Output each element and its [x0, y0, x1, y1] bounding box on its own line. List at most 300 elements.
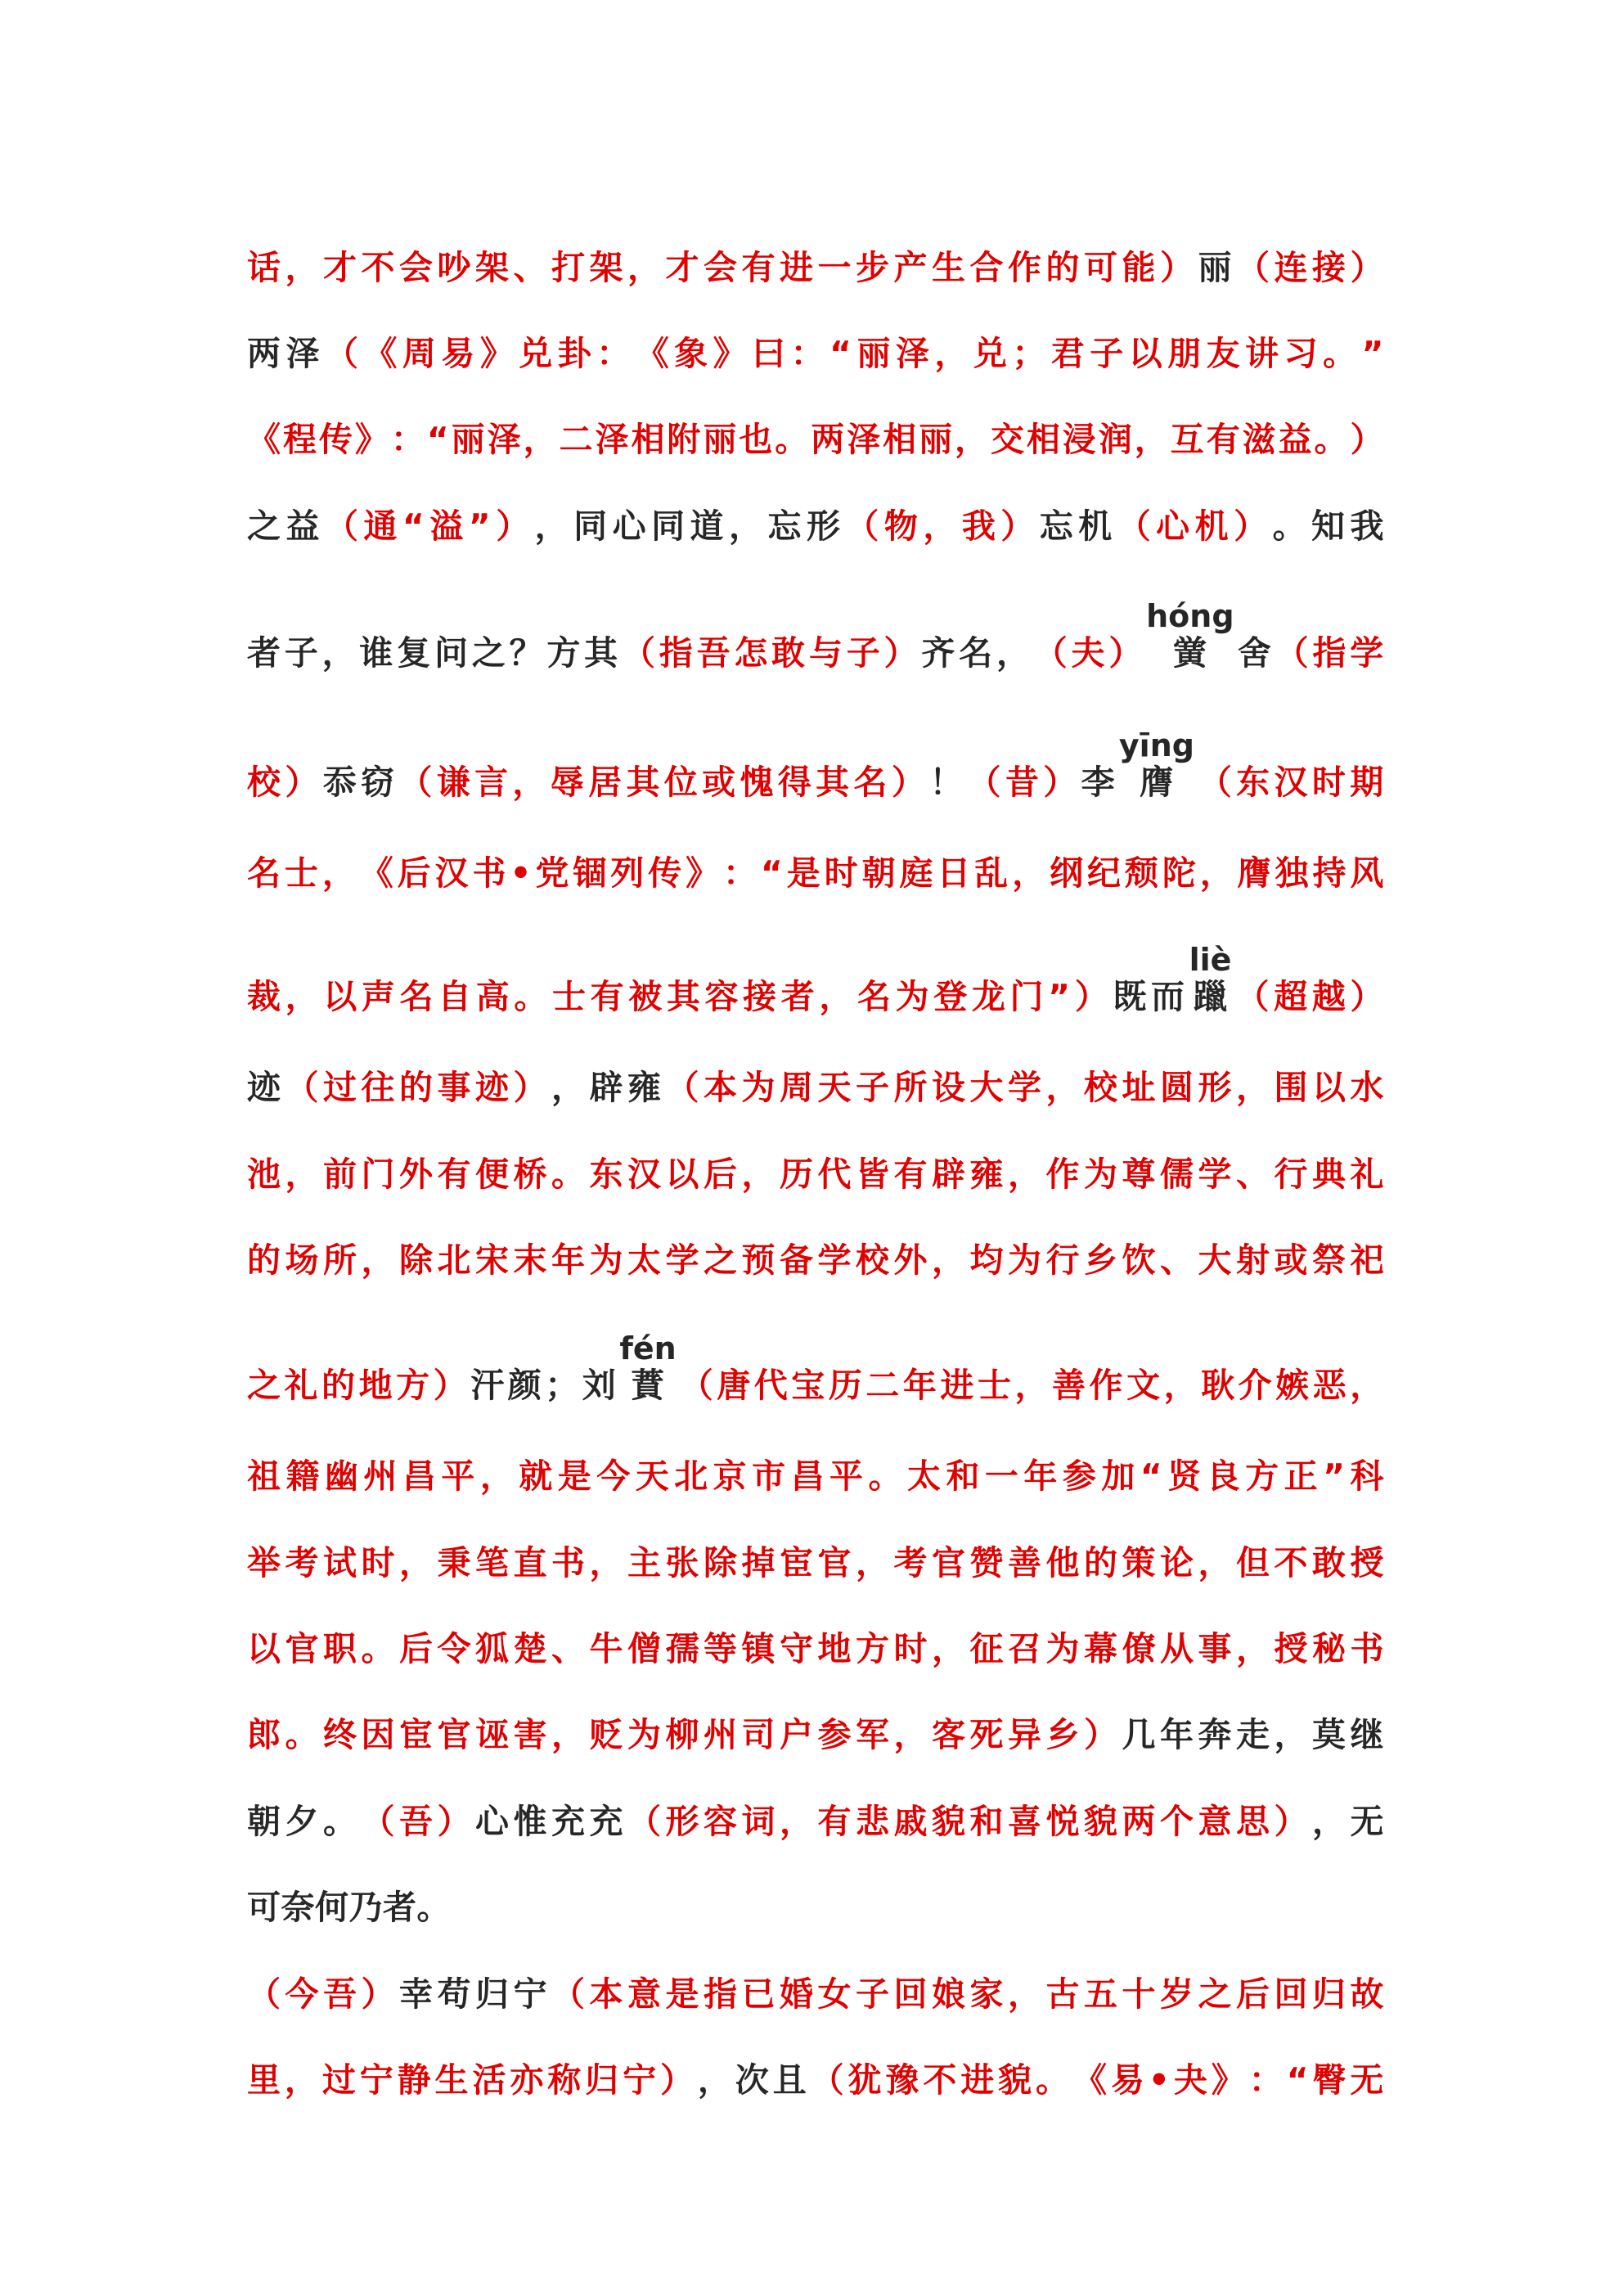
- annotation-char: 丽: [919, 420, 953, 459]
- annotation-char: 曰: [752, 334, 786, 373]
- annotation-char: 程: [282, 420, 317, 459]
- annotation-char: 东: [589, 1155, 623, 1194]
- annotation-char: 射: [1236, 1240, 1270, 1280]
- annotation-char: 。: [514, 977, 548, 1016]
- annotation-char: 州: [363, 1456, 398, 1496]
- annotation-char: 代: [817, 1155, 852, 1194]
- annotation-char: 敢: [771, 633, 806, 673]
- annotation-char: 党: [535, 853, 569, 893]
- annotation-char: 言: [474, 763, 509, 802]
- annotation-char: 产: [893, 248, 928, 287]
- annotation-char: 幽: [324, 1456, 359, 1496]
- annotation-char: 文: [1126, 1366, 1161, 1405]
- text-line: [247, 585, 1384, 675]
- annotation-char: ：: [1248, 2060, 1284, 2100]
- text-char: 谁: [359, 633, 393, 673]
- annotation-char: ”: [1323, 1456, 1346, 1496]
- text-line: [247, 286, 1384, 376]
- text-char: 心: [475, 1802, 510, 1841]
- annotation-char: ，: [1350, 1366, 1384, 1405]
- annotation-char: 貌: [1084, 1802, 1118, 1841]
- annotation-char: 宦: [780, 1543, 814, 1582]
- annotation-char: ，: [1199, 853, 1234, 893]
- annotation-char: 也: [739, 420, 773, 459]
- annotation-char: 除: [399, 1240, 434, 1280]
- text-line: [247, 1408, 1384, 1498]
- annotation-char: 地: [358, 1366, 393, 1405]
- annotation-char: 是: [786, 853, 821, 893]
- annotation-char: 。: [551, 1155, 586, 1194]
- annotation-char: 《: [359, 853, 394, 893]
- annotation-char: ）: [1350, 977, 1384, 1016]
- text-char: 机: [1078, 506, 1113, 546]
- annotation-char: 静: [397, 2060, 432, 2100]
- annotation-char: 学: [665, 1240, 699, 1280]
- annotation-char: 已: [741, 1974, 776, 2014]
- annotation-char: ，: [1008, 1155, 1042, 1194]
- annotation-char: ，: [1198, 1543, 1232, 1582]
- annotation-char: 名: [399, 977, 434, 1016]
- annotation-char: 柳: [665, 1715, 699, 1754]
- annotation-char: 意: [627, 1974, 662, 2014]
- text-char: ，: [1312, 1802, 1347, 1841]
- annotation-char: 其: [626, 763, 660, 802]
- annotation-char: 登: [933, 977, 968, 1016]
- annotation-char: 》: [479, 334, 515, 373]
- annotation-char: 讲: [1245, 334, 1279, 373]
- annotation-char: 的: [1045, 248, 1080, 287]
- text-char: 辟: [589, 1068, 623, 1107]
- annotation-char: 陀: [1162, 853, 1197, 893]
- text-char: 而: [1150, 977, 1185, 1016]
- annotation-char: （: [551, 1974, 586, 2014]
- annotation-char: •: [510, 853, 533, 893]
- text-char: 。: [323, 1802, 357, 1841]
- text-char: 奔: [1198, 1715, 1232, 1754]
- annotation-char: 场: [285, 1240, 319, 1280]
- annotation-char: 》: [686, 853, 720, 893]
- text-char: ？: [509, 633, 544, 673]
- text-char: 莫: [1312, 1715, 1347, 1754]
- annotation-char: ）: [437, 1802, 471, 1841]
- annotation-char: ，: [932, 1629, 966, 1668]
- annotation-char: ，: [479, 1456, 515, 1496]
- annotation-char: 作: [1089, 1366, 1124, 1405]
- annotation-char: 不: [361, 248, 395, 287]
- annotation-char: 者: [780, 977, 816, 1016]
- annotation-char: （: [1198, 763, 1233, 802]
- annotation-char: ，: [1008, 1974, 1042, 2014]
- annotation-char: ，: [1236, 1068, 1270, 1107]
- annotation-char: （: [679, 1366, 714, 1405]
- annotation-char: 接: [1312, 248, 1347, 287]
- text-char: 。: [1272, 506, 1307, 546]
- annotation-char: 架: [589, 248, 623, 287]
- annotation-char: 作: [1045, 1155, 1080, 1194]
- annotation-char: 汉: [434, 853, 470, 893]
- text-char: 宁: [513, 1974, 547, 2014]
- annotation-char: 名: [857, 977, 892, 1016]
- annotation-char: 僚: [1122, 1629, 1156, 1668]
- annotation-char: 戚: [893, 1802, 928, 1841]
- annotation-char: 天: [817, 1068, 852, 1107]
- annotation-char: ，: [741, 1155, 776, 1194]
- annotation-char: 周: [402, 334, 437, 373]
- annotation-char: ，: [285, 1155, 319, 1194]
- annotation-char: 、: [513, 248, 547, 287]
- annotation-char: 会: [399, 248, 434, 287]
- annotation-char: ）: [1084, 1715, 1118, 1754]
- text-char: 次: [735, 2060, 770, 2100]
- text-char: 舍: [1237, 633, 1272, 673]
- annotation-char: 方: [1245, 1456, 1279, 1496]
- annotation-char: 考: [893, 1543, 928, 1582]
- annotation-char: 东: [1236, 763, 1270, 802]
- annotation-char: 设: [932, 1068, 966, 1107]
- annotation-char: 个: [1160, 1802, 1194, 1841]
- annotation-char: 过: [323, 1068, 357, 1107]
- annotation-char: 回: [893, 1974, 928, 2014]
- annotation-char: （: [627, 1802, 662, 1841]
- annotation-char: 话: [247, 248, 281, 287]
- annotation-char: 水: [1350, 1068, 1384, 1107]
- annotation-char: 思: [1236, 1802, 1270, 1841]
- annotation-char: 雍: [969, 1155, 1004, 1194]
- annotation-char: 和: [969, 1802, 1004, 1841]
- annotation-char: 娘: [932, 1974, 966, 2014]
- annotation-char: 才: [323, 248, 357, 287]
- text-char: 无: [1350, 1802, 1384, 1841]
- annotation-char: 益: [1278, 420, 1313, 459]
- annotation-char: 架: [475, 248, 510, 287]
- annotation-char: 犹: [847, 2060, 882, 2100]
- annotation-char: ）: [659, 2060, 695, 2100]
- annotation-char: 传: [318, 420, 353, 459]
- annotated-character-text: 蕡: [619, 1366, 677, 1405]
- annotation-char: ：: [390, 420, 425, 459]
- annotation-char: 后: [399, 1629, 434, 1668]
- annotated-character: [1118, 727, 1194, 802]
- annotation-char: 居: [588, 763, 623, 802]
- annotation-char: 夫: [1071, 633, 1106, 673]
- annotation-char: ）: [513, 1068, 547, 1107]
- annotation-char: 为: [1008, 1240, 1042, 1280]
- annotation-char: 指: [704, 1974, 738, 2014]
- annotation-char: 楚: [513, 1629, 547, 1668]
- annotation-char: 礼: [1350, 1155, 1384, 1194]
- annotation-char: 举: [247, 1543, 281, 1582]
- annotation-char: 行: [1045, 1240, 1080, 1280]
- annotation-char: ；: [1012, 334, 1046, 373]
- annotation-char: 桥: [513, 1155, 547, 1194]
- annotation-char: ，: [321, 853, 357, 893]
- annotation-char: 乱: [974, 853, 1009, 893]
- annotation-char: 主: [627, 1543, 662, 1582]
- annotation-char: 唐: [717, 1366, 751, 1405]
- annotation-char: 令: [437, 1629, 471, 1668]
- annotation-char: 召: [1008, 1629, 1042, 1668]
- annotation-char: 迹: [475, 1068, 510, 1107]
- annotation-char: 一: [817, 248, 852, 287]
- text-char: 汗: [470, 1366, 505, 1405]
- annotation-char: 辱: [550, 763, 585, 802]
- annotation-char: 溢: [429, 506, 464, 546]
- annotation-char: 赞: [969, 1543, 1004, 1582]
- text-char: 走: [1236, 1715, 1270, 1754]
- annotation-char: ）: [361, 1974, 395, 2014]
- text-char: 刘: [582, 1366, 617, 1405]
- annotation-char: 士: [552, 977, 587, 1016]
- annotation-char: 终: [323, 1715, 357, 1754]
- annotation-char: 故: [1350, 1974, 1384, 2014]
- annotation-char: 官: [817, 1543, 852, 1582]
- annotation-char: 大: [1198, 1240, 1232, 1280]
- annotation-char: 独: [1275, 853, 1310, 893]
- annotation-char: 步: [856, 248, 890, 287]
- annotation-char: 声: [361, 977, 396, 1016]
- annotated-character-text: 膺: [1118, 763, 1194, 802]
- annotation-char: 夬: [1173, 2060, 1208, 2100]
- annotation-char: ，: [819, 977, 853, 1016]
- text-char: ，: [996, 633, 1031, 673]
- text-char: ，: [697, 2060, 732, 2100]
- annotation-char: 圆: [1160, 1068, 1194, 1107]
- annotation-char: 职: [323, 1629, 357, 1668]
- text-line: [247, 805, 1384, 895]
- annotation-char: 前: [323, 1155, 357, 1194]
- annotation-char: 校: [1084, 1068, 1118, 1107]
- text-char: 迹: [247, 1068, 281, 1107]
- annotation-char: 恶: [1312, 1366, 1347, 1405]
- annotation-char: 为: [589, 1240, 623, 1280]
- annotation-char: 儒: [1160, 1155, 1194, 1194]
- annotation-char: 两: [811, 420, 845, 459]
- ruby-segment: [619, 1330, 677, 1407]
- annotation-char: 意: [1198, 1802, 1232, 1841]
- annotation-char: “: [1286, 2060, 1310, 2100]
- annotation-char: 以: [323, 977, 357, 1016]
- annotation-char: ）: [1274, 1802, 1308, 1841]
- text-char: 之: [247, 506, 281, 546]
- annotation-char: （: [324, 334, 359, 373]
- text-char: 苟: [437, 1974, 471, 2014]
- annotation-char: 被: [628, 977, 663, 1016]
- annotation-char: 。: [285, 1715, 319, 1754]
- annotation-char: 宝: [791, 1366, 825, 1405]
- annotation-char: 便: [475, 1155, 510, 1194]
- annotation-char: 参: [1062, 1456, 1097, 1496]
- annotation-char: ）: [1234, 506, 1268, 546]
- annotation-char: 论: [1160, 1543, 1194, 1582]
- ruby-segment: [1118, 727, 1194, 804]
- annotation-char: 太: [906, 1456, 942, 1496]
- text-char: 继: [1350, 1715, 1384, 1754]
- annotation-char: 岁: [1160, 1974, 1194, 2014]
- annotation-char: 里: [247, 2060, 281, 2100]
- annotation-char: 周: [780, 1068, 814, 1107]
- annotation-char: 臀: [1312, 2060, 1347, 2100]
- annotation-char: 书: [472, 853, 506, 893]
- annotated-character-text: 黉: [1146, 633, 1234, 673]
- annotation-char: 持: [1312, 853, 1347, 893]
- annotation-char: 其: [666, 977, 701, 1016]
- annotation-char: 所: [323, 1240, 357, 1280]
- pinyin-annotation: fén: [619, 1330, 677, 1366]
- annotation-char: 朋: [1167, 334, 1202, 373]
- text-line: [247, 929, 1384, 1019]
- annotation-char: ，: [399, 1543, 434, 1582]
- annotation-char: 有: [590, 977, 625, 1016]
- annotation-char: 相: [631, 420, 665, 459]
- annotated-character-text: 躐: [1189, 977, 1232, 1016]
- annotation-char: 参: [817, 1715, 852, 1754]
- annotation-char: 时: [361, 1543, 395, 1582]
- annotation-char: 皆: [856, 1155, 890, 1194]
- text-char: 且: [772, 2060, 807, 2100]
- annotation-char: 校: [247, 763, 281, 802]
- text-char: 同: [573, 506, 608, 546]
- annotation-char: 》: [713, 334, 748, 373]
- annotation-char: 介: [1238, 1366, 1273, 1405]
- text-line: [247, 1192, 1384, 1282]
- annotation-char: 相: [1026, 420, 1061, 459]
- annotation-char: ）: [433, 1366, 468, 1405]
- text-char: 雍: [627, 1068, 662, 1107]
- annotation-char: 学: [1198, 1155, 1232, 1194]
- text-char: ；: [545, 1366, 579, 1405]
- annotation-char: 龙: [971, 977, 1006, 1016]
- annotation-char: 太: [627, 1240, 662, 1280]
- annotation-char: 进: [780, 248, 814, 287]
- annotation-char: ，: [932, 1240, 966, 1280]
- annotation-char: 的: [399, 1068, 434, 1107]
- annotation-char: 。: [1036, 2060, 1070, 2100]
- annotation-char: 其: [816, 763, 850, 802]
- annotation-char: 学: [1350, 633, 1384, 673]
- annotation-char: 官: [932, 1543, 966, 1582]
- annotation-char: 容: [704, 1802, 738, 1841]
- annotation-char: 子: [1090, 334, 1124, 373]
- annotation-char: 镇: [741, 1629, 776, 1668]
- annotation-char: 宁: [359, 2060, 394, 2100]
- annotation-char: 二: [559, 420, 594, 459]
- annotation-char: 直: [513, 1543, 547, 1582]
- annotation-char: 方: [856, 1629, 890, 1668]
- annotation-char: 往: [361, 1068, 395, 1107]
- annotation-char: 秉: [437, 1543, 471, 1582]
- annotation-char: 从: [1160, 1629, 1194, 1668]
- annotation-char: 贤: [1167, 1456, 1202, 1496]
- annotation-char: 是: [665, 1974, 699, 2014]
- annotation-char: 子: [846, 633, 881, 673]
- annotation-char: 或: [702, 763, 736, 802]
- annotation-char: 但: [1236, 1543, 1270, 1582]
- annotation-char: 以: [1128, 334, 1163, 373]
- annotation-char: 和: [946, 1456, 980, 1496]
- annotation-char: 本: [704, 1068, 738, 1107]
- annotation-char: 兑: [973, 334, 1008, 373]
- annotation-char: 征: [969, 1629, 1004, 1668]
- text-char: 益: [285, 506, 320, 546]
- annotation-char: 尊: [1122, 1155, 1156, 1194]
- annotation-char: 锢: [573, 853, 607, 893]
- annotation-char: 僧: [627, 1629, 662, 1668]
- annotation-char: 有: [893, 1155, 928, 1194]
- annotation-char: ）: [1074, 977, 1109, 1016]
- annotation-char: 不: [923, 2060, 957, 2100]
- annotation-char: 秘: [1312, 1629, 1347, 1668]
- pinyin-annotation: hóng: [1146, 598, 1234, 634]
- annotation-char: （: [361, 1802, 395, 1841]
- text-char: 复: [397, 633, 431, 673]
- text-char: 充: [551, 1802, 586, 1841]
- text-char: 充: [589, 1802, 623, 1841]
- annotation-char: 互: [1170, 420, 1205, 459]
- annotation-char: 丽: [451, 420, 486, 459]
- annotation-char: 貌: [932, 1802, 966, 1841]
- annotation-char: 子: [856, 1974, 890, 2014]
- annotation-char: 称: [547, 2060, 582, 2100]
- annotation-char: 地: [817, 1629, 852, 1668]
- annotation-char: 平: [441, 1456, 475, 1496]
- annotation-char: 心: [1156, 506, 1190, 546]
- annotation-char: 市: [752, 1456, 786, 1496]
- annotation-char: 异: [1008, 1715, 1042, 1754]
- annotation-char: 传: [648, 853, 682, 893]
- text-char: 形: [806, 506, 841, 546]
- annotation-char: ，: [551, 1715, 586, 1754]
- annotation-char: （: [665, 1068, 699, 1107]
- text-char: ，: [729, 506, 763, 546]
- annotation-char: 能: [1122, 248, 1156, 287]
- text-char: 我: [1350, 506, 1384, 546]
- annotation-char: 因: [361, 1715, 395, 1754]
- annotation-char: 越: [1311, 977, 1347, 1016]
- annotation-char: ：: [790, 334, 825, 373]
- text-line: [247, 458, 1384, 548]
- annotation-char: 以: [665, 1155, 699, 1194]
- annotation-char: 汉: [627, 1155, 662, 1194]
- annotation-char: 州: [704, 1715, 738, 1754]
- annotation-char: ）: [1350, 420, 1384, 459]
- annotation-char: 泽: [595, 420, 629, 459]
- annotation-char: （: [1236, 248, 1270, 287]
- annotation-char: 大: [969, 1068, 1004, 1107]
- annotation-char: 守: [780, 1629, 814, 1668]
- annotation-char: 卦: [557, 334, 592, 373]
- text-char: ，: [551, 1068, 586, 1107]
- annotation-char: 豫: [885, 2060, 919, 2100]
- annotation-char: 婚: [780, 1974, 814, 2014]
- annotation-char: 址: [1122, 1068, 1156, 1107]
- annotation-char: 北: [674, 1456, 708, 1496]
- annotation-char: 易: [441, 334, 475, 373]
- annotation-char: ）: [1000, 506, 1035, 546]
- annotation-char: 吾: [696, 633, 731, 673]
- annotation-char: 代: [753, 1366, 789, 1405]
- annotation-char: 名: [853, 763, 888, 802]
- text-char: 泽: [285, 334, 320, 373]
- text-line: [247, 1106, 1384, 1196]
- annotation-char: 裁: [247, 977, 281, 1016]
- annotation-char: 典: [1312, 1155, 1347, 1194]
- annotation-char: 士: [284, 853, 319, 893]
- annotation-char: 昌: [402, 1456, 437, 1496]
- annotation-char: 考: [285, 1543, 319, 1582]
- annotation-char: 无: [1350, 2060, 1384, 2100]
- annotation-char: 膺: [1237, 853, 1272, 893]
- text-line: [247, 1667, 1384, 1757]
